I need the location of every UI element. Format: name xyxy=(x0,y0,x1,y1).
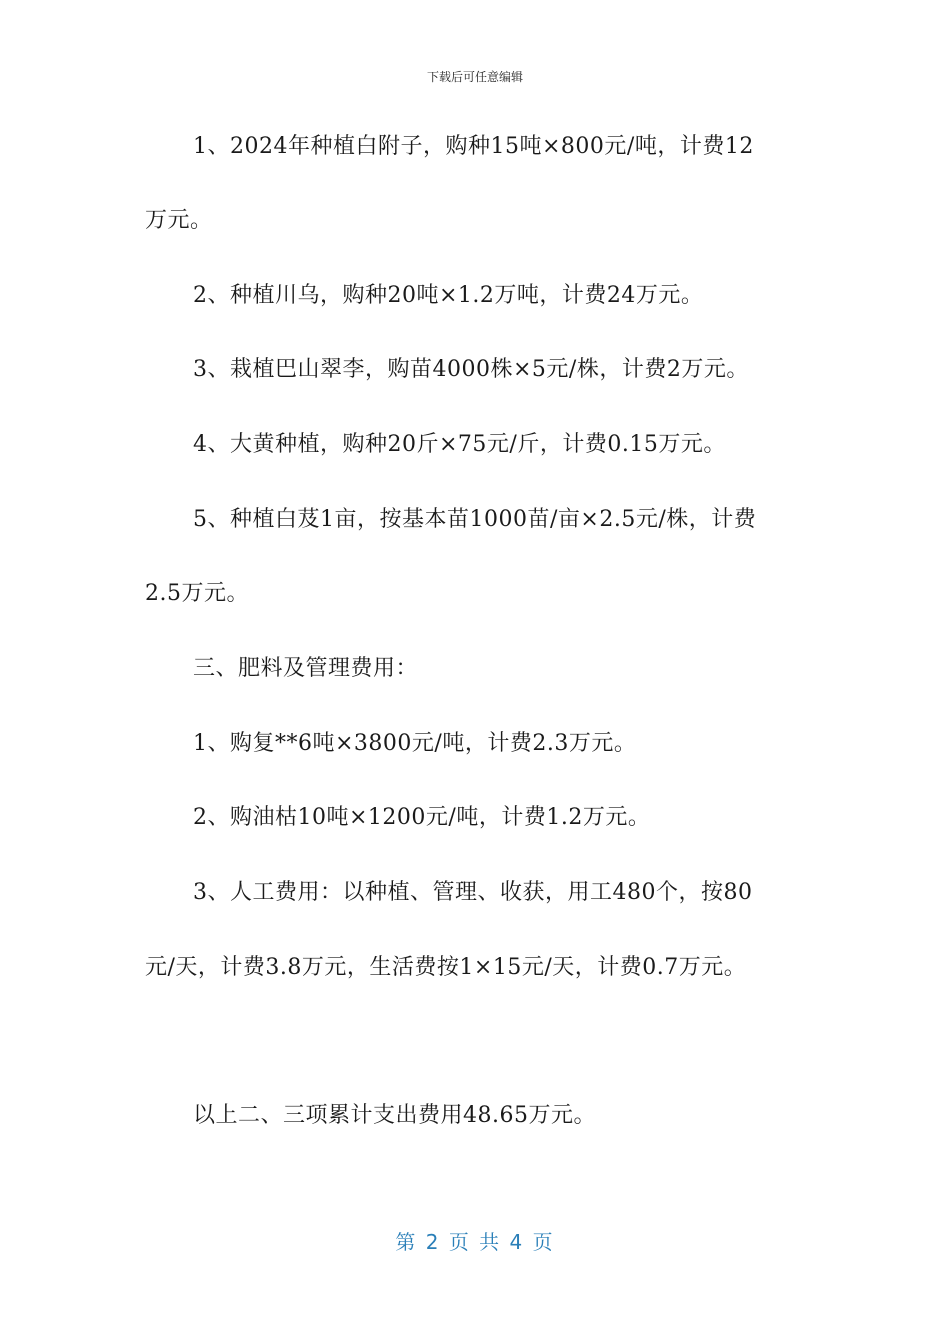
paragraph-line: 4、大黄种植，购种20斤×75元/斤，计费0.15万元。 xyxy=(193,432,726,457)
paragraph-line: 2、种植川乌，购种20吨×1.2万吨，计费24万元。 xyxy=(193,283,704,308)
paragraph-line: 2.5万元。 xyxy=(145,581,249,606)
paragraph-line: 元/天，计费3.8万元，生活费按1×15元/天，计费0.7万元。 xyxy=(145,955,747,980)
page-number-footer: 第 2 页 共 4 页 xyxy=(395,1230,555,1254)
paragraph-line: 1、购复**6吨×3800元/吨，计费2.3万元。 xyxy=(193,731,637,756)
paragraph-line: 5、种植白芨1亩，按基本苗1000苗/亩×2.5元/株，计费 xyxy=(193,507,757,532)
summary-line: 以上二、三项累计支出费用48.65万元。 xyxy=(193,1103,596,1128)
section-heading: 三、肥料及管理费用： xyxy=(193,656,419,681)
paragraph-line: 3、人工费用：以种植、管理、收获，用工480个，按80 xyxy=(193,880,753,905)
header-note: 下载后可任意编辑 xyxy=(426,70,523,84)
paragraph-line: 万元。 xyxy=(145,208,213,233)
paragraph-line: 1、2024年种植白附子，购种15吨×800元/吨，计费12 xyxy=(193,134,754,159)
paragraph-line: 2、购油枯10吨×1200元/吨，计费1.2万元。 xyxy=(193,805,651,830)
paragraph-line: 3、栽植巴山翠李，购苗4000株×5元/株，计费2万元。 xyxy=(193,357,749,382)
